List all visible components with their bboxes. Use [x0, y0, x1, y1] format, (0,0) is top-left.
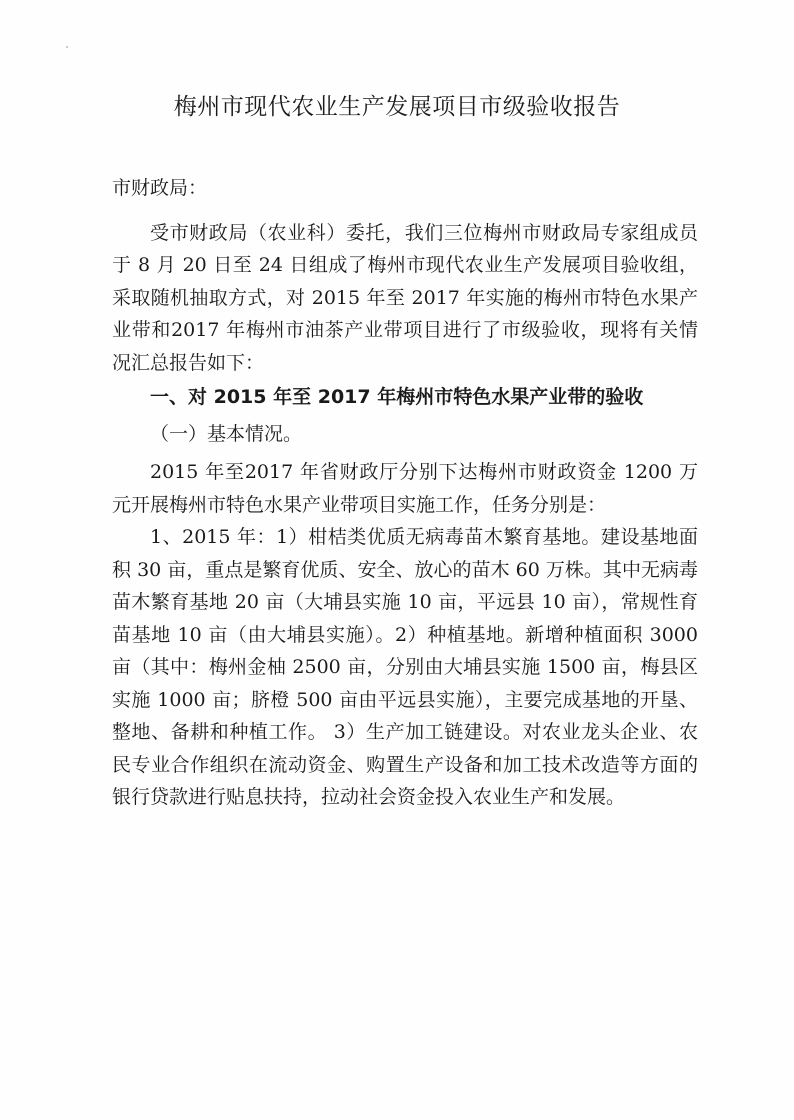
section-heading: 一、对 2015 年至 2017 年梅州市特色水果产业带的验收 — [150, 386, 644, 408]
scan-speck — [66, 46, 68, 48]
document-body — [112, 172, 698, 814]
subsection-heading: （一）基本情况。 — [150, 422, 303, 445]
task-2015-paragraph: 1、2015 年：1）柑桔类优质无病毒苗木繁育基地。建设基地面积 30 亩，重点是繁育优质、安全、放心的苗木 60 万株。其中无病毒苗木繁育基地 20 亩（大埔县实施 10 亩，平远县 10 亩），常规性育苗基地 10 亩（由大埔县实施）。2）种植基地。新增种植面积 3000 亩（其中：梅州金柚 2500 亩，分别由大埔县实施 1500 亩，梅县区实施 1000 亩；脐橙 500 亩由平远县实施），主要完成基地的开垦、整地、备耕和种植工作。 3）生产加工链建设。对农业龙头企业、农民专业合作组织在流动资金、购置生产设备和加工技术改造等方面的银行贷款进行贴息扶持，拉动社会资金投入农业生产和发展。 — [112, 526, 698, 808]
funding-paragraph: 2015 年至2017 年省财政厅分别下达梅州市财政资金 1200 万元开展梅州市特色水果产业带项目实施工作，任务分别是： — [112, 461, 698, 516]
salutation: 市财政局： — [112, 177, 208, 199]
intro-paragraph: 受市财政局（农业科）委托，我们三位梅州市财政局专家组成员于 8 月 20 日至 24 日组成了梅州市现代农业生产发展项目验收组，采取随机抽取方式，对 2015 年至 2017 年实施的梅州市特色水果产业带和2017 年梅州市油茶产业带项目进行了市级验收，现将有关情况汇总报告如下： — [112, 221, 698, 374]
document-title: 梅州市现代农业生产发展项目市级验收报告 — [173, 94, 621, 120]
